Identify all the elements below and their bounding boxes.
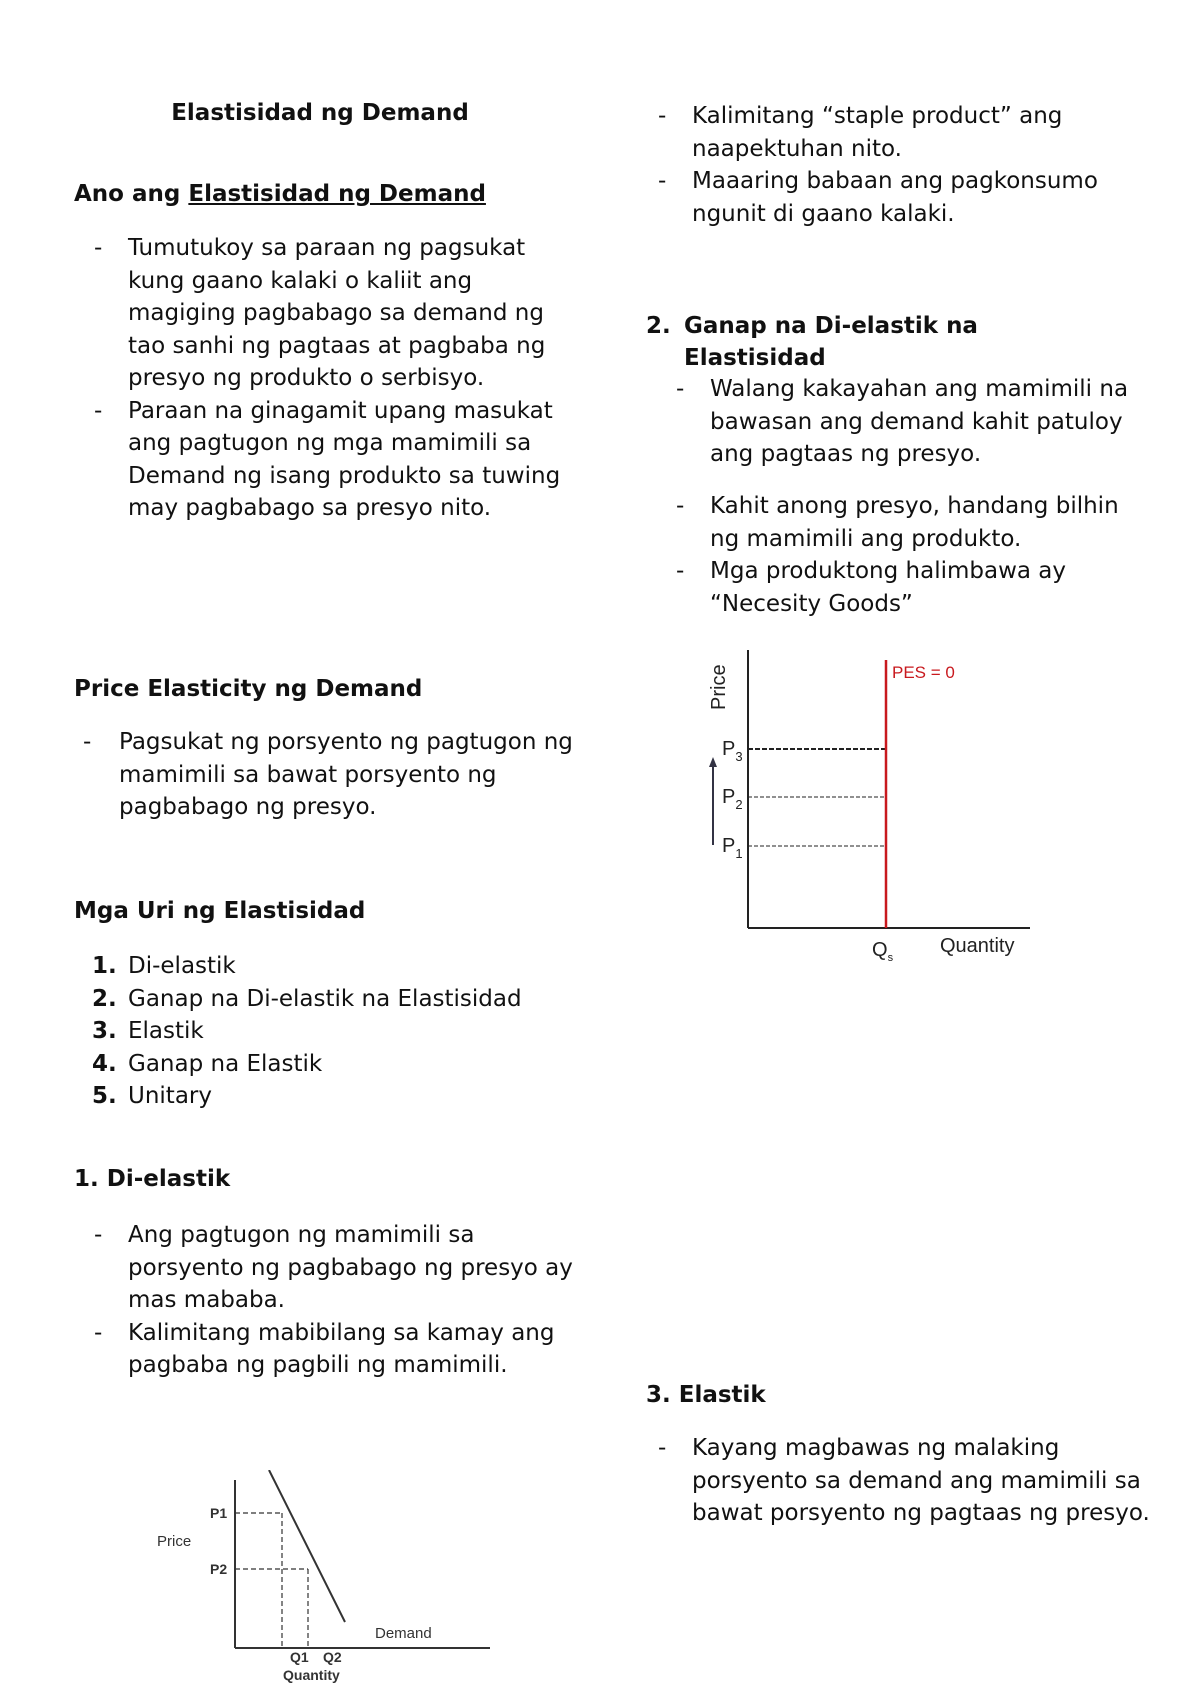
intro-heading-underlined: Elastisidad ng Demand xyxy=(188,181,486,207)
chart2-up-arrow-head xyxy=(709,757,717,767)
list-item: - Maaaring babaan ang pagkonsumo ngunit di gaano kalaki. xyxy=(658,168,1098,227)
chart1-p1-label: P1 xyxy=(210,1505,228,1521)
inelastic-bullets-a xyxy=(94,1219,578,1382)
list-item: 5. Unitary xyxy=(92,1083,212,1109)
list-item: - Walang kakayahan ang mamimili na bawasan ang demand kahit patuloy ang pagtaas ng presyo. xyxy=(676,376,1129,467)
price-elasticity-bullets xyxy=(83,726,579,824)
perfectly-inelastic-bullets-a xyxy=(676,373,1150,471)
page-title: Elastisidad ng Demand xyxy=(171,100,469,126)
list-item: - Kahit anong presyo, handang bilhin ng mamimili ang produkto. xyxy=(676,493,1119,552)
price-elasticity-heading: Price Elasticity ng Demand xyxy=(74,676,423,702)
elastic-heading: 3. Elastik xyxy=(646,1382,766,1408)
chart2-ylabel: Price xyxy=(708,664,730,710)
chart2-qs-label: $Q_s$ xyxy=(872,939,894,964)
types-heading: Mga Uri ng Elastisidad xyxy=(74,898,366,924)
inelastic-heading: 1. Di-elastik xyxy=(74,1166,231,1192)
chart2-p3-label: $P_3$ xyxy=(722,738,743,764)
chart1-p2-label: P2 xyxy=(210,1561,228,1577)
chart1-demand-line xyxy=(269,1470,345,1622)
chart1-q2-label: Q2 xyxy=(323,1649,342,1665)
list-item: - Tumutukoy sa paraan ng pagsukat kung gaano kalaki o kaliit ang magiging pagbabago sa demand ng tao sanhi ng pagtaas at pagbaba ng presyo ng produkto o serbisyo. xyxy=(94,235,546,391)
perfectly-inelastic-heading: 2. Ganap na Di-elastik na Elastisidad xyxy=(646,313,978,371)
inelastic-bullets-b xyxy=(658,100,1152,230)
list-item: - Mga produktong halimbawa ay “Necesity Goods” xyxy=(676,558,1067,617)
perfectly-inelastic-chart xyxy=(700,645,1040,975)
elastic-bullets xyxy=(658,1432,1152,1530)
perfectly-inelastic-bullets-b xyxy=(676,490,1150,620)
list-item: 4. Ganap na Elastik xyxy=(92,1050,323,1077)
intro-bullets xyxy=(94,232,568,525)
intro-heading-prefix: Ano ang xyxy=(74,181,189,207)
list-item: 2. Ganap na Di-elastik na Elastisidad xyxy=(92,985,522,1012)
types-list xyxy=(92,950,588,1113)
chart1-xlabel: Quantity xyxy=(283,1667,340,1683)
list-item: - Kalimitang mabibilang sa kamay ang pagbaba ng pagbili ng mamimili. xyxy=(94,1319,555,1378)
list-item: - Kayang magbawas ng malaking porsyento sa demand ang mamimili sa bawat porsyento ng pagtaas ng presyo. xyxy=(658,1435,1150,1526)
chart1-q1-label: Q1 xyxy=(290,1649,309,1665)
chart2-p2-label: $P_2$ xyxy=(722,786,743,812)
list-item: - Paraan na ginagamit upang masukat ang pagtugon ng mga mamimili sa Demand ng isang produkto sa tuwing may pagbabago sa presyo nito. xyxy=(94,397,561,521)
list-item: - Ang pagtugon ng mamimili sa porsyento ng pagbabago ng presyo ay mas mababa. xyxy=(94,1222,573,1313)
chart2-xlabel: Quantity xyxy=(940,935,1015,957)
intro-heading xyxy=(74,181,486,207)
chart1-ylabel: Price xyxy=(157,1533,192,1550)
list-item: 3. Elastik xyxy=(92,1018,204,1044)
list-item: - Kalimitang “staple product” ang naapektuhan nito. xyxy=(658,103,1063,162)
chart2-pes-label: PES = 0 xyxy=(892,663,955,682)
chart1-curve-label: Demand xyxy=(375,1625,432,1642)
inelastic-demand-chart xyxy=(150,1470,500,1696)
list-item: 1. Di-elastik xyxy=(92,953,236,979)
chart2-p1-label: $P_1$ xyxy=(722,835,743,861)
list-item: - Pagsukat ng porsyento ng pagtugon ng mamimili sa bawat porsyento ng pagbabago ng presyo. xyxy=(83,729,573,820)
